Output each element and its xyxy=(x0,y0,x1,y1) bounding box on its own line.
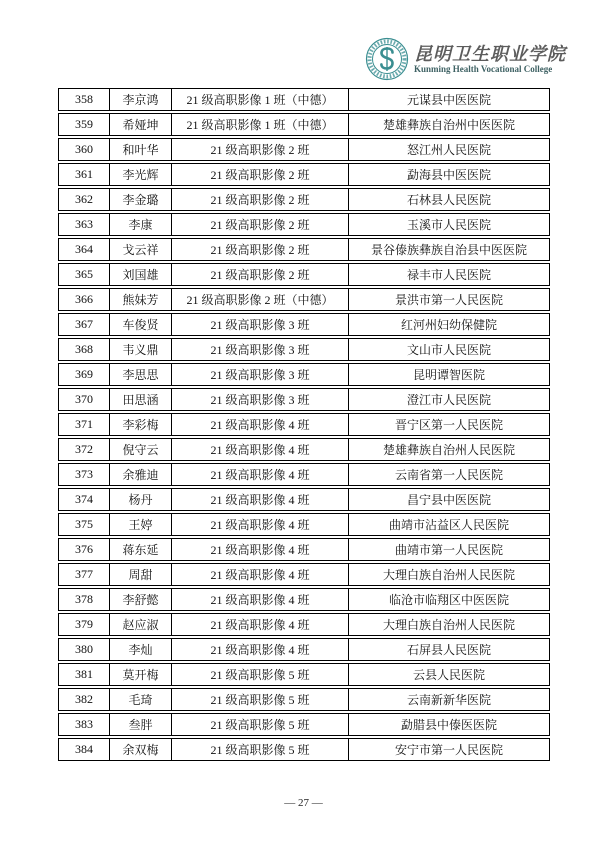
table-row xyxy=(58,713,550,736)
student-name-cell: 和叶华 xyxy=(109,139,171,160)
college-name-chinese: 昆明卫生职业学院 xyxy=(414,43,566,64)
class-cell: 21 级高职影像 2 班 xyxy=(171,239,348,260)
student-number-cell: 379 xyxy=(75,617,93,631)
student-number-cell: 358 xyxy=(75,92,93,106)
student-number-cell: 371 xyxy=(75,417,93,431)
student-name-cell: 周甜 xyxy=(109,564,171,585)
table-row xyxy=(58,413,550,436)
student-name-cell: 韦义鼎 xyxy=(109,339,171,360)
table-row xyxy=(58,513,550,536)
student-name-cell: 王婷 xyxy=(109,514,171,535)
class-cell: 21 级高职影像 4 班 xyxy=(171,564,348,585)
page-header xyxy=(365,37,566,81)
hospital-cell: 云南新新华医院 xyxy=(348,689,549,710)
table-row xyxy=(58,188,550,211)
hospital-cell: 禄丰市人民医院 xyxy=(348,264,549,285)
college-titles xyxy=(414,44,566,75)
table-row xyxy=(58,613,550,636)
student-name-cell: 田思涵 xyxy=(109,389,171,410)
student-number-cell: 376 xyxy=(75,542,93,556)
table-row xyxy=(58,488,550,511)
hospital-cell: 红河州妇幼保健院 xyxy=(348,314,549,335)
student-name-cell: 李京鸿 xyxy=(109,89,171,110)
hospital-cell: 景谷傣族彝族自治县中医医院 xyxy=(348,239,549,260)
student-name-cell: 李舒懿 xyxy=(109,589,171,610)
table-row xyxy=(58,138,550,161)
student-name-cell: 李光辉 xyxy=(109,164,171,185)
student-number-cell: 380 xyxy=(75,642,93,656)
student-name-cell: 李灿 xyxy=(109,639,171,660)
hospital-cell: 石屏县人民医院 xyxy=(348,639,549,660)
internship-assignment-table xyxy=(58,88,550,763)
student-name-cell: 李康 xyxy=(109,214,171,235)
class-cell: 21 级高职影像 4 班 xyxy=(171,539,348,560)
student-number-cell: 366 xyxy=(75,292,93,306)
student-name-cell: 余雅迪 xyxy=(109,464,171,485)
hospital-cell: 景洪市第一人民医院 xyxy=(348,289,549,310)
class-cell: 21 级高职影像 4 班 xyxy=(171,514,348,535)
hospital-cell: 大理白族自治州人民医院 xyxy=(348,614,549,635)
class-cell: 21 级高职影像 5 班 xyxy=(171,739,348,760)
class-cell: 21 级高职影像 2 班 xyxy=(171,264,348,285)
table-row xyxy=(58,738,550,761)
class-cell: 21 级高职影像 4 班 xyxy=(171,639,348,660)
student-number-cell: 378 xyxy=(75,592,93,606)
class-cell: 21 级高职影像 2 班 xyxy=(171,164,348,185)
student-name-cell: 余双梅 xyxy=(109,739,171,760)
class-cell: 21 级高职影像 5 班 xyxy=(171,664,348,685)
table-row xyxy=(58,113,550,136)
student-number-cell: 361 xyxy=(75,167,93,181)
student-number-cell: 377 xyxy=(75,567,93,581)
class-cell: 21 级高职影像 1 班（中德） xyxy=(171,114,348,135)
table-row xyxy=(58,438,550,461)
hospital-cell: 晋宁区第一人民医院 xyxy=(348,414,549,435)
student-name-cell: 杨丹 xyxy=(109,489,171,510)
student-name-cell: 赵应淑 xyxy=(109,614,171,635)
hospital-cell: 怒江州人民医院 xyxy=(348,139,549,160)
class-cell: 21 级高职影像 3 班 xyxy=(171,314,348,335)
class-cell: 21 级高职影像 4 班 xyxy=(171,589,348,610)
college-seal-icon xyxy=(365,37,409,81)
table-row xyxy=(58,363,550,386)
table-row xyxy=(58,313,550,336)
hospital-cell: 安宁市第一人民医院 xyxy=(348,739,549,760)
student-name-cell: 倪守云 xyxy=(109,439,171,460)
hospital-cell: 楚雄彝族自治州人民医院 xyxy=(348,439,549,460)
class-cell: 21 级高职影像 4 班 xyxy=(171,414,348,435)
hospital-cell: 大理白族自治州人民医院 xyxy=(348,564,549,585)
table-row xyxy=(58,163,550,186)
student-name-cell: 李彩梅 xyxy=(109,414,171,435)
student-name-cell: 刘国雄 xyxy=(109,264,171,285)
student-name-cell: 戈云祥 xyxy=(109,239,171,260)
student-name-cell: 希娅坤 xyxy=(109,114,171,135)
hospital-cell: 石林县人民医院 xyxy=(348,189,549,210)
student-name-cell: 李思思 xyxy=(109,364,171,385)
hospital-cell: 昆明谭智医院 xyxy=(348,364,549,385)
student-number-cell: 370 xyxy=(75,392,93,406)
hospital-cell: 勐腊县中傣医医院 xyxy=(348,714,549,735)
class-cell: 21 级高职影像 4 班 xyxy=(171,614,348,635)
student-number-cell: 384 xyxy=(75,742,93,756)
class-cell: 21 级高职影像 4 班 xyxy=(171,439,348,460)
class-cell: 21 级高职影像 3 班 xyxy=(171,364,348,385)
table-row xyxy=(58,638,550,661)
class-cell: 21 级高职影像 5 班 xyxy=(171,689,348,710)
table-row xyxy=(58,213,550,236)
class-cell: 21 级高职影像 2 班 xyxy=(171,139,348,160)
class-cell: 21 级高职影像 4 班 xyxy=(171,464,348,485)
hospital-cell: 勐海县中医医院 xyxy=(348,164,549,185)
table-row xyxy=(58,388,550,411)
class-cell: 21 级高职影像 2 班 xyxy=(171,189,348,210)
class-cell: 21 级高职影像 1 班（中德） xyxy=(171,89,348,110)
table-row xyxy=(58,288,550,311)
hospital-cell: 云县人民医院 xyxy=(348,664,549,685)
hospital-cell: 曲靖市第一人民医院 xyxy=(348,539,549,560)
student-name-cell: 毛琦 xyxy=(109,689,171,710)
table-row xyxy=(58,663,550,686)
hospital-cell: 玉溪市人民医院 xyxy=(348,214,549,235)
table-row xyxy=(58,563,550,586)
student-name-cell: 蒋东延 xyxy=(109,539,171,560)
student-name-cell: 熊妹芳 xyxy=(109,289,171,310)
student-number-cell: 363 xyxy=(75,217,93,231)
student-number-cell: 362 xyxy=(75,192,93,206)
student-number-cell: 365 xyxy=(75,267,93,281)
table-row xyxy=(58,338,550,361)
page-number: — 27 — xyxy=(284,797,323,809)
class-cell: 21 级高职影像 3 班 xyxy=(171,389,348,410)
hospital-cell: 文山市人民医院 xyxy=(348,339,549,360)
student-number-cell: 375 xyxy=(75,517,93,531)
class-cell: 21 级高职影像 5 班 xyxy=(171,714,348,735)
student-number-cell: 367 xyxy=(75,317,93,331)
student-name-cell: 李金璐 xyxy=(109,189,171,210)
student-number-cell: 368 xyxy=(75,342,93,356)
hospital-cell: 临沧市临翔区中医医院 xyxy=(348,589,549,610)
table-row xyxy=(58,263,550,286)
table-row xyxy=(58,688,550,711)
college-logo xyxy=(365,37,409,81)
table-row xyxy=(58,588,550,611)
college-name-english: Kunming Health Vocational College xyxy=(414,63,553,74)
student-name-cell: 莫开梅 xyxy=(109,664,171,685)
class-cell: 21 级高职影像 3 班 xyxy=(171,339,348,360)
hospital-cell: 曲靖市沾益区人民医院 xyxy=(348,514,549,535)
student-number-cell: 360 xyxy=(75,142,93,156)
hospital-cell: 楚雄彝族自治州中医医院 xyxy=(348,114,549,135)
student-name-cell: 叁胖 xyxy=(109,714,171,735)
class-cell: 21 级高职影像 2 班（中德） xyxy=(171,289,348,310)
student-number-cell: 383 xyxy=(75,717,93,731)
hospital-cell: 昌宁县中医医院 xyxy=(348,489,549,510)
hospital-cell: 云南省第一人民医院 xyxy=(348,464,549,485)
table-row xyxy=(58,463,550,486)
student-number-cell: 373 xyxy=(75,467,93,481)
student-name-cell: 车俊贤 xyxy=(109,314,171,335)
student-number-cell: 382 xyxy=(75,692,93,706)
table-row xyxy=(58,88,550,111)
student-number-cell: 374 xyxy=(75,492,93,506)
hospital-cell: 元谋县中医医院 xyxy=(348,89,549,110)
table-row xyxy=(58,538,550,561)
student-number-cell: 369 xyxy=(75,367,93,381)
class-cell: 21 级高职影像 4 班 xyxy=(171,489,348,510)
student-number-cell: 364 xyxy=(75,242,93,256)
table-row xyxy=(58,238,550,261)
class-cell: 21 级高职影像 2 班 xyxy=(171,214,348,235)
student-number-cell: 359 xyxy=(75,117,93,131)
student-number-cell: 372 xyxy=(75,442,93,456)
hospital-cell: 澄江市人民医院 xyxy=(348,389,549,410)
student-number-cell: 381 xyxy=(75,667,93,681)
